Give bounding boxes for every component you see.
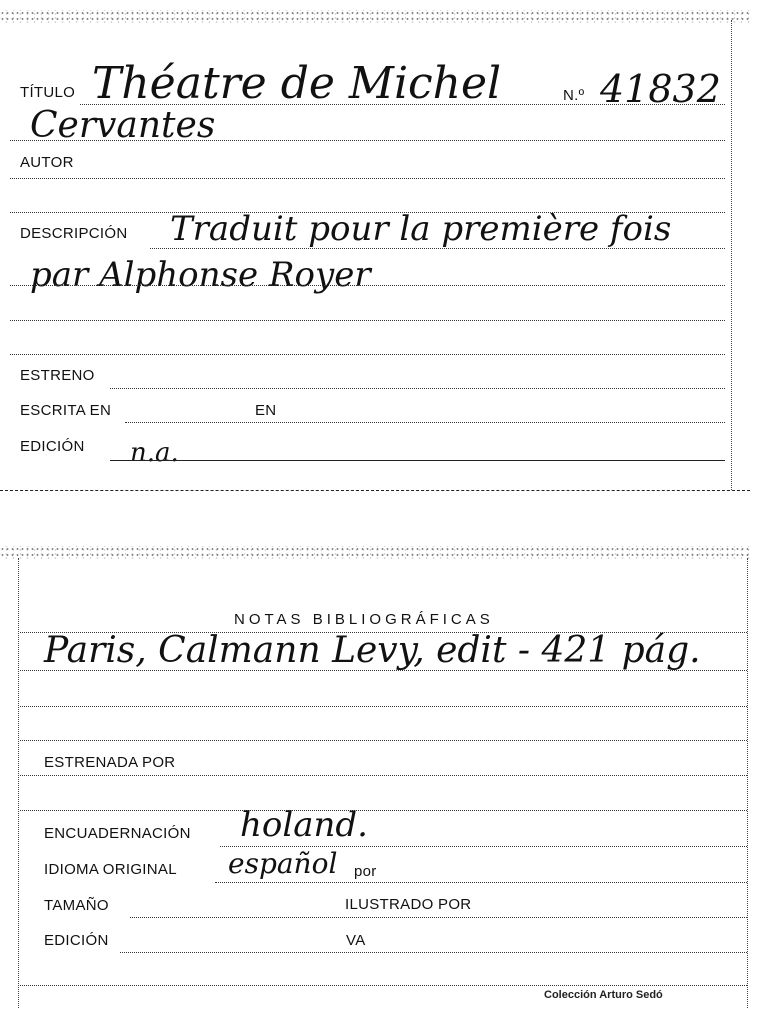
tamano-rule <box>130 917 747 918</box>
titulo-value: Théatre de Michel <box>92 58 502 109</box>
autor-label: AUTOR <box>20 154 74 171</box>
estrenada-rule <box>20 775 747 776</box>
idioma-rule <box>215 882 747 883</box>
notas-rule-4 <box>20 740 747 741</box>
edicion-label: EDICIÓN <box>20 438 85 455</box>
card-1-top-border <box>0 10 750 24</box>
descripcion-value-2: par Alphonse Royer <box>30 255 371 295</box>
estrenada-label: ESTRENADA POR <box>44 754 176 771</box>
card-1-bottom-edge <box>0 490 750 491</box>
edicion-value: n.a. <box>130 438 179 468</box>
card-2-right-edge <box>747 558 748 1008</box>
idioma-value: español <box>228 847 338 880</box>
rule-4 <box>10 285 725 286</box>
encuadernacion-label: ENCUADERNACIÓN <box>44 825 191 842</box>
por-label: por <box>354 863 377 880</box>
titulo-label: TÍTULO <box>20 84 76 101</box>
rule-6 <box>10 354 725 355</box>
en-label: EN <box>255 402 277 419</box>
edicion-2-rule <box>120 952 747 953</box>
card-1-right-edge <box>731 20 732 490</box>
rule-2 <box>10 140 725 141</box>
tamano-label: TAMAÑO <box>44 897 109 914</box>
numero-value: 41832 <box>600 67 721 111</box>
descripcion-value-1: Traduit pour la première fois <box>170 209 672 249</box>
escrita-label: ESCRITA EN <box>20 402 112 419</box>
idioma-label: IDIOMA ORIGINAL <box>44 861 177 878</box>
rule-7 <box>20 810 747 811</box>
card-2-top-border <box>0 546 750 560</box>
collection-footer: Colección Arturo Sedó <box>544 989 663 1001</box>
rule-5 <box>10 320 725 321</box>
estreno-label: ESTRENO <box>20 367 95 384</box>
encuadernacion-value: holand. <box>240 805 368 845</box>
va-label: VA <box>346 932 366 949</box>
notas-rule-2 <box>20 670 747 671</box>
rule-8 <box>20 985 747 986</box>
card-2-left-edge <box>18 558 19 1008</box>
titulo-line2: Cervantes <box>30 105 216 146</box>
descripcion-rule <box>150 248 725 249</box>
escrita-rule <box>125 422 725 423</box>
ilustrado-label: ILUSTRADO POR <box>345 896 472 913</box>
edicion-rule <box>110 460 725 461</box>
estreno-rule <box>110 388 725 389</box>
notas-title: NOTAS BIBLIOGRÁFICAS <box>234 611 494 628</box>
notas-value: Paris, Calmann Levy, edit - 421 pág. <box>44 630 701 671</box>
numero-label: N.º <box>563 87 585 104</box>
descripcion-label: DESCRIPCIÓN <box>20 225 128 242</box>
edicion-2-label: EDICIÓN <box>44 932 109 949</box>
notas-rule-3 <box>20 706 747 707</box>
autor-rule <box>10 178 725 179</box>
